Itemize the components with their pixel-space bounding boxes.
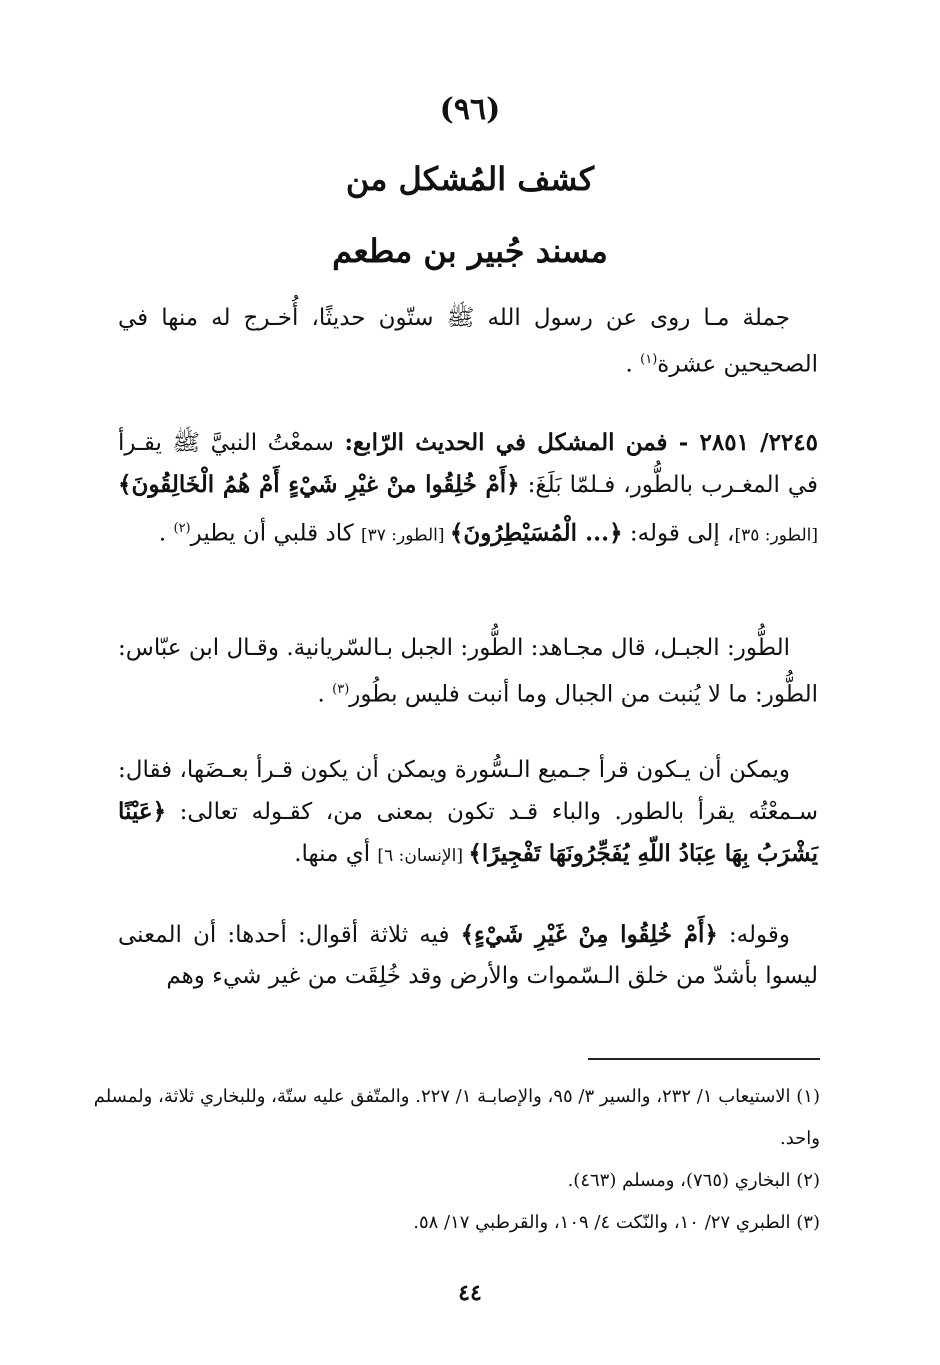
recitation-paragraph	[118, 750, 818, 877]
hadith-collection-number: (٩٦)	[439, 92, 501, 127]
hadith-text-a: سمعْتُ النبيَّ ﷺ يقـرأ في المغـرب بالطُّور، فـلمّا بَلَغَ:	[118, 430, 818, 498]
footnote-2: (٢) البخاري (٧٦٥)، ومسلم (٤٦٣).	[567, 1170, 820, 1191]
quran-ref-a: [الطور: ٣٥]	[734, 525, 818, 546]
quran-quote-b: ﴿... الْمُسَيْطِرُونَ﴾	[449, 519, 623, 547]
section-title-line1: كشف المُشكل من	[345, 160, 595, 198]
tur-end: .	[317, 681, 333, 708]
hadith-text-b: ، إلى قوله:	[622, 520, 735, 547]
recitation-text-b: أي منها.	[294, 841, 378, 867]
interpretation-text-a: وقوله:	[717, 922, 790, 948]
hadith-heading: ٢٢٤٥/ ٢٨٥١ - فمن المشكل في الحديث الرّابع:	[344, 429, 818, 456]
footnote-marker-3: (٣)	[332, 682, 350, 697]
hadith-text-c: كاد قلبي أن يطير	[190, 520, 361, 547]
footnote-marker-1: (١)	[640, 352, 658, 367]
intro-end: .	[625, 351, 641, 378]
quran-quote-a: ﴿أَمْ خُلِقُوا منْ غيْرِ شَيْءٍ أَمْ هُمُ الْخَالِقُونَ﴾	[118, 471, 520, 498]
recitation-text-a: ويمكن أن يـكون قرأ جـميع الـسُّورة ويمكن أن يكون قـرأ بعـضَها، فقال: سـمعْتُه يقرأ بالطور. والباء قـد تكون بمعنى من، كقـوله تعالى:	[118, 757, 818, 825]
footnote-1: (١) الاستيعاب ١/ ٢٣٢، والسير ٣/ ٩٥، والإصابـة ١/ ٢٢٧. والمتّفق عليه ستّة، وللبخاري ثلاثة، ولمسلم واحد.	[93, 1086, 820, 1149]
quran-ref-b: [الطور: ٣٧]	[360, 525, 450, 546]
page-number: ٤٤	[458, 1280, 482, 1306]
footnote-separator	[588, 1058, 820, 1060]
section-title-line2: مسند جُبير بن مطعم	[332, 232, 608, 270]
hadith-paragraph	[118, 422, 818, 557]
interpretation-paragraph	[118, 914, 818, 997]
intro-text: جملة مـا روى عن رسول الله ﷺ ستّون حديثًا، أُخـرج له منها في الصحيحين عشرة	[118, 305, 818, 378]
quran-quote-c: ﴿أَمْ خُلِقُوا مِنْ غَيْرِ شَيْءٍ﴾	[460, 921, 718, 948]
tur-text: الطُّور: الجبـل، قال مجـاهد: الطُّور: الجبل بـالسّريانية. وقـال ابن عبّاس: الطُّور: ما لا يُنبت من الجبال وما أنبت فليس بطُور	[118, 635, 818, 708]
intro-paragraph	[118, 298, 818, 386]
interpretation-text-b: فيه ثلاثة أقوال: أحدها: أن المعنى ليسوا بأشدّ من خلق الـسّموات والأرض وقد خُلِقَت من غير شيء وهم	[118, 922, 818, 989]
tur-explanation-paragraph	[118, 628, 818, 716]
quran-quote-insan: ﴿عَيْنًا يَشْرَبُ بِهَا عِبَادُ اللّهِ يُفَجِّرُونَهَا تَفْجِيرًا﴾	[118, 798, 818, 867]
footnote-3: (٣) الطبري ٢٧/ ١٠، والنّكت ٤/ ١٠٩، والقرطبي ١٧/ ٥٨.	[413, 1212, 820, 1233]
footnote-marker-2: (٢)	[173, 521, 191, 536]
quran-ref-insan: [الإنسان: ٦]	[377, 846, 469, 866]
hadith-end: .	[158, 520, 174, 547]
